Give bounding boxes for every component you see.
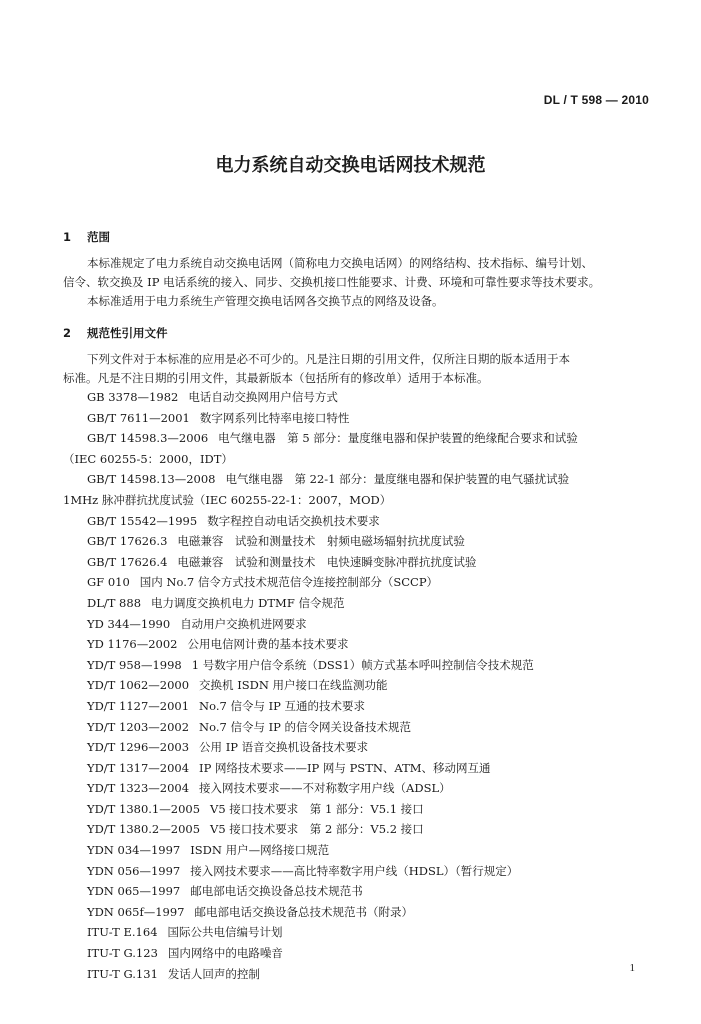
reference-item bbox=[63, 655, 649, 676]
reference-code: YD/T 1203—2002 bbox=[87, 719, 190, 734]
section-number: 1 bbox=[63, 230, 72, 244]
reference-title: IP 网络技术要求——IP 网与 PSTN、ATM、移动网互通 bbox=[199, 760, 491, 775]
reference-item bbox=[63, 758, 649, 779]
reference-continuation: 1MHz 脉冲群抗扰度试验（IEC 60255-22-1：2007，MOD） bbox=[63, 492, 392, 507]
section-1-heading bbox=[63, 229, 110, 245]
reference-item bbox=[63, 593, 649, 614]
reference-title: 电话自动交换网用户信号方式 bbox=[188, 390, 338, 404]
section-2-body bbox=[63, 350, 649, 388]
reference-title: No.7 信令与 IP 的信令网关设备技术规范 bbox=[199, 719, 412, 734]
reference-code: GB/T 17626.3 bbox=[87, 534, 168, 549]
reference-title: 公用电信网计费的基本技术要求 bbox=[187, 637, 349, 652]
reference-code: YD 1176—2002 bbox=[87, 637, 178, 652]
reference-code: DL/T 888 bbox=[87, 595, 142, 610]
reference-code: YD/T 1380.2—2005 bbox=[87, 822, 201, 837]
section-number: 2 bbox=[63, 326, 72, 340]
reference-title: 邮电部电话交换设备总技术规范书 bbox=[190, 884, 363, 899]
reference-title: 接入网技术要求——不对称数字用户线（ADSL） bbox=[199, 781, 451, 796]
paragraph-line: 信令、软交换及 IP 电话系统的接入、同步、交换机接口性能要求、计费、环境和可靠性要求等技术要求。 bbox=[63, 275, 601, 289]
reference-code: YD/T 1296—2003 bbox=[87, 740, 190, 755]
section-title: 规范性引用文件 bbox=[87, 326, 168, 340]
reference-title: 电气继电器 第 22-1 部分：量度继电器和保护装置的电气骚扰试验 bbox=[225, 472, 570, 487]
reference-title: 数字程控自动电话交换机技术要求 bbox=[207, 513, 380, 528]
reference-code: YDN 065—1997 bbox=[87, 884, 181, 899]
paragraph-line: 标准。凡是不注日期的引用文件，其最新版本（包括所有的修改单）适用于本标准。 bbox=[63, 371, 489, 385]
reference-title: 数字网系列比特率电接口特性 bbox=[199, 410, 350, 425]
reference-title: 国内 No.7 信令方式技术规范信令连接控制部分（SCCP） bbox=[139, 575, 439, 590]
reference-code: YDN 065f—1997 bbox=[87, 904, 185, 919]
paragraph-line: 下列文件对于本标准的应用是必不可少的。凡是注日期的引用文件，仅所注日期的版本适用于本 bbox=[87, 352, 570, 366]
reference-item bbox=[63, 531, 649, 552]
standard-code: DL / T 598 — 2010 bbox=[543, 93, 649, 107]
reference-item bbox=[63, 387, 649, 408]
reference-title: 国际公共电信编号计划 bbox=[167, 925, 283, 940]
reference-title: 公用 IP 语音交换机设备技术要求 bbox=[199, 740, 369, 755]
reference-item bbox=[63, 861, 649, 882]
reference-code: GB/T 7611—2001 bbox=[87, 410, 190, 425]
reference-item bbox=[63, 778, 649, 799]
reference-code: YD/T 1127—2001 bbox=[87, 698, 190, 713]
reference-item bbox=[63, 552, 649, 573]
reference-code: YDN 034—1997 bbox=[87, 843, 181, 858]
reference-title: 电磁兼容 试验和测量技术 电快速瞬变脉冲群抗扰度试验 bbox=[177, 554, 477, 569]
reference-code: GB/T 17626.4 bbox=[87, 554, 168, 569]
reference-item bbox=[63, 819, 649, 840]
reference-title: 自动用户交换机进网要求 bbox=[180, 616, 307, 631]
reference-title: 接入网技术要求——高比特率数字用户线（HDSL）（暂行规定） bbox=[190, 863, 519, 878]
reference-item bbox=[63, 696, 649, 717]
reference-item bbox=[63, 922, 649, 943]
reference-title: 国内网络中的电路噪音 bbox=[167, 946, 283, 961]
reference-item bbox=[63, 511, 649, 532]
reference-item bbox=[63, 737, 649, 758]
reference-item bbox=[63, 840, 649, 861]
reference-item bbox=[63, 408, 649, 429]
reference-code: YD/T 1380.1—2005 bbox=[87, 801, 201, 816]
reference-title: 邮电部电话交换设备总技术规范书（附录） bbox=[194, 904, 414, 919]
reference-title: No.7 信令与 IP 互通的技术要求 bbox=[199, 698, 366, 713]
reference-code: YD/T 1323—2004 bbox=[87, 781, 190, 796]
reference-title: 电力调度交换机电力 DTMF 信令规范 bbox=[151, 595, 345, 610]
reference-continuation: （IEC 60255-5：2000，IDT） bbox=[63, 451, 233, 466]
reference-item bbox=[63, 943, 649, 964]
reference-code: ITU-T G.123 bbox=[87, 946, 158, 961]
reference-code: GB 3378—1982 bbox=[87, 390, 179, 404]
reference-code: YD/T 1317—2004 bbox=[87, 760, 190, 775]
reference-code: ITU-T G.131 bbox=[87, 966, 158, 981]
reference-title: 电磁兼容 试验和测量技术 射频电磁场辐射抗扰度试验 bbox=[177, 534, 465, 549]
reference-item bbox=[63, 469, 649, 490]
section-title: 范围 bbox=[87, 230, 110, 244]
reference-item bbox=[63, 717, 649, 738]
reference-title: ISDN 用户—网络接口规范 bbox=[190, 843, 330, 858]
reference-code: GB/T 14598.13—2008 bbox=[87, 472, 216, 487]
reference-title: 发话人回声的控制 bbox=[167, 966, 260, 981]
reference-item bbox=[63, 881, 649, 902]
reference-code: GB/T 14598.3—2006 bbox=[87, 431, 209, 446]
reference-code: GB/T 15542—1995 bbox=[87, 513, 198, 528]
reference-item bbox=[63, 675, 649, 696]
reference-title: 交换机 ISDN 用户接口在线监测功能 bbox=[199, 678, 388, 693]
paragraph-line: 本标准规定了电力系统自动交换电话网（简称电力交换电话网）的网络结构、技术指标、编号计划、 bbox=[87, 256, 593, 270]
reference-code: ITU-T E.164 bbox=[87, 925, 158, 940]
reference-item bbox=[63, 428, 649, 449]
reference-title: V5 接口技术要求 第 2 部分：V5.2 接口 bbox=[210, 822, 424, 837]
reference-title: V5 接口技术要求 第 1 部分：V5.1 接口 bbox=[210, 801, 424, 816]
section-2-heading bbox=[63, 325, 168, 341]
reference-code: YD 344—1990 bbox=[87, 616, 171, 631]
reference-code: GF 010 bbox=[87, 575, 130, 590]
paragraph-line: 本标准适用于电力系统生产管理交换电话网各交换节点的网络及设备。 bbox=[87, 294, 444, 308]
reference-title: 1 号数字用户信令系统（DSS1）帧方式基本呼叫控制信令技术规范 bbox=[191, 657, 534, 672]
reference-item bbox=[63, 614, 649, 635]
reference-item bbox=[63, 572, 649, 593]
reference-item bbox=[63, 902, 649, 923]
reference-code: YDN 056—1997 bbox=[87, 863, 181, 878]
reference-code: YD/T 958—1998 bbox=[87, 657, 182, 672]
reference-item bbox=[63, 634, 649, 655]
page-title: 电力系统自动交换电话网技术规范 bbox=[215, 155, 486, 176]
reference-code: YD/T 1062—2000 bbox=[87, 678, 190, 693]
reference-item bbox=[63, 964, 649, 985]
normative-references-list bbox=[63, 387, 649, 984]
section-1-body bbox=[63, 254, 649, 311]
reference-item bbox=[63, 799, 649, 820]
page-number: 1 bbox=[629, 962, 635, 974]
reference-title: 电气继电器 第 5 部分：量度继电器和保护装置的绝缘配合要求和试验 bbox=[218, 431, 578, 446]
